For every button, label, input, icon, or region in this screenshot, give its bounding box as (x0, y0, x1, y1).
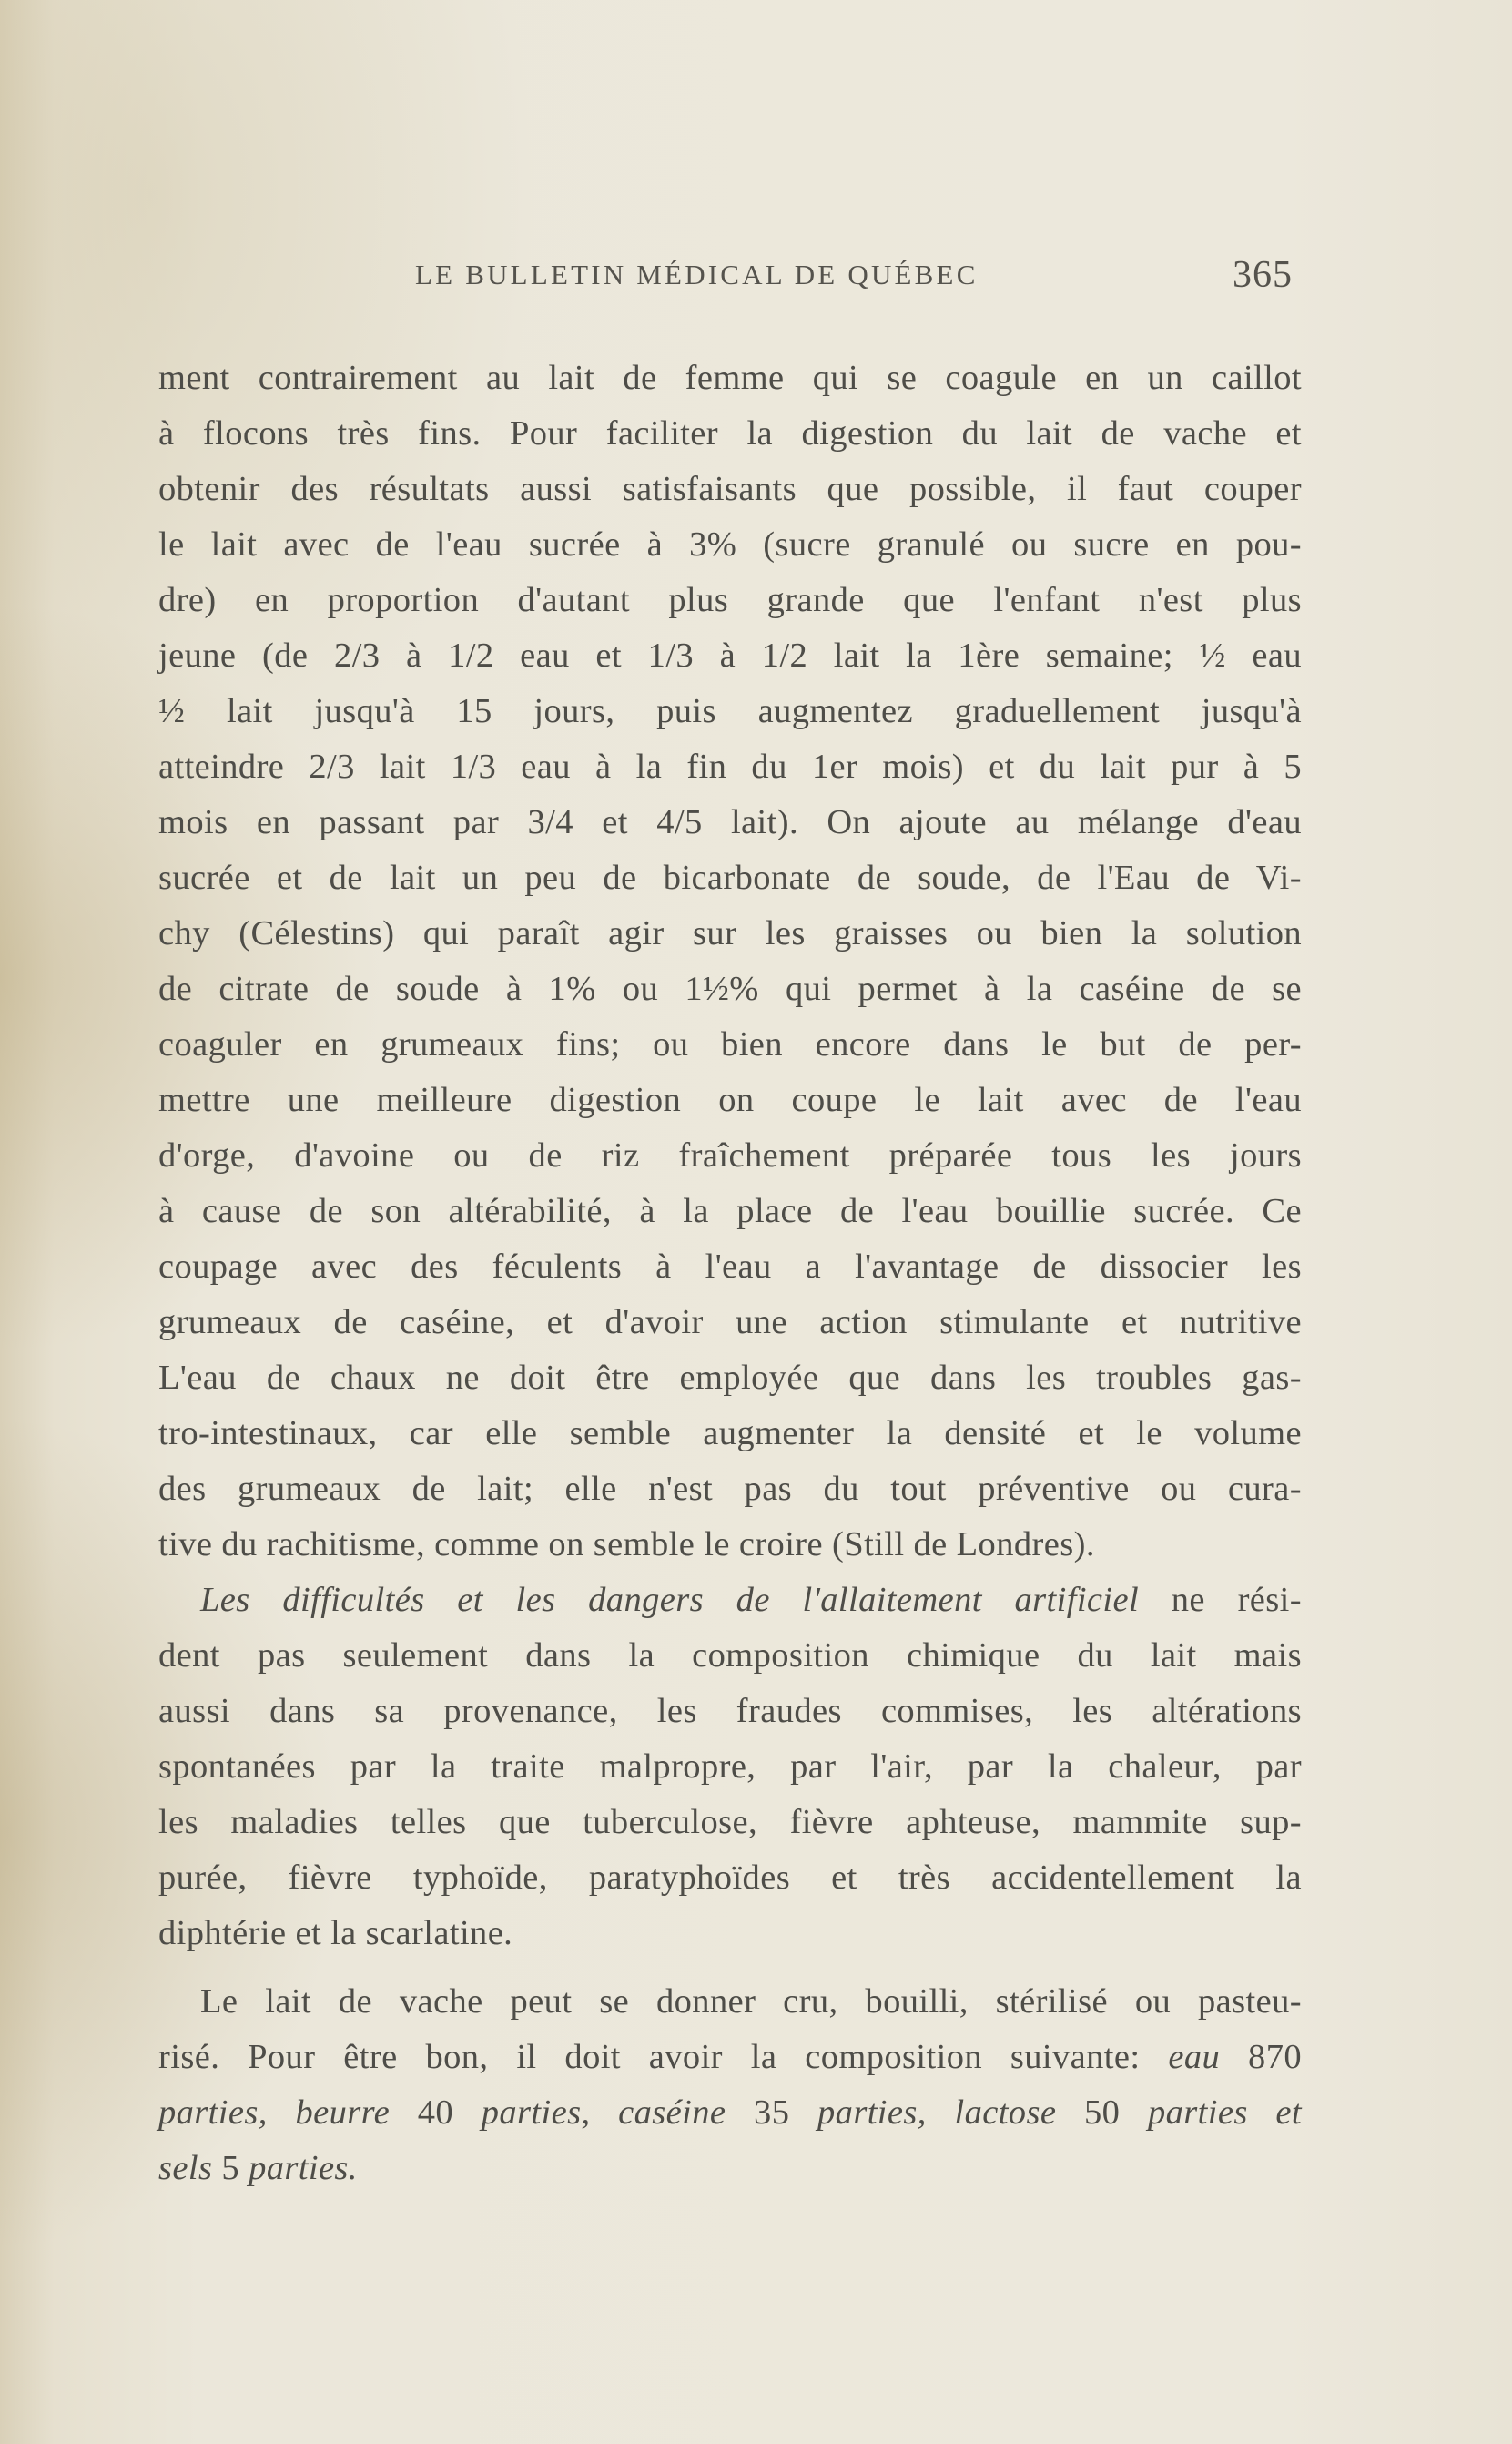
text-line: L'eau de chaux ne doit être employée que dans les troubles gas- (158, 1359, 1302, 1397)
text-run: 35 (726, 2093, 818, 2132)
text-line: dent pas seulement dans la composition chimique du lait mais (158, 1636, 1302, 1675)
text-line: purée, fièvre typhoïde, paratyphoïdes et très accidentellement la (158, 1858, 1302, 1897)
text-line: atteindre 2/3 lait 1/3 eau à la fin du 1er mois) et du lait pur à 5 (158, 748, 1302, 786)
running-title: LE BULLETIN MÉDICAL DE QUÉBEC (415, 259, 979, 290)
text-run: risé. Pour être bon, il doit avoir la composition suivante: (158, 2038, 1169, 2076)
text-run: 40 (390, 2093, 482, 2132)
text-line: mois en passant par 3/4 et 4/5 lait). On ajoute au mélange d'eau (158, 803, 1302, 841)
text-line (158, 1573, 1302, 1628)
text-run: 5 (212, 2149, 249, 2187)
text-line: tro-intestinaux, car elle semble augmenter la densité et le volume (158, 1414, 1302, 1452)
text-line: dre) en proportion d'autant plus grande que l'enfant n'est plus (158, 581, 1302, 619)
text-line: grumeaux de caséine, et d'avoir une action stimulante et nutritive (158, 1303, 1302, 1341)
text-line: coupage avec des féculents à l'eau a l'avantage de dissocier les (158, 1247, 1302, 1286)
text-line: sucrée et de lait un peu de bicarbonate de soude, de l'Eau de Vi- (158, 859, 1302, 897)
body-text (158, 351, 1302, 2196)
text-line (158, 2141, 1302, 2196)
text-line: jeune (de 2/3 à 1/2 eau et 1/3 à 1/2 lait la 1ère semaine; ½ eau (158, 636, 1302, 675)
text-line: spontanées par la traite malpropre, par l'air, par la chaleur, par (158, 1747, 1302, 1786)
text-line (158, 2030, 1302, 2085)
paragraph-2 (158, 1573, 1302, 1961)
text-line: chy (Célestins) qui paraît agir sur les graisses ou bien la solution (158, 914, 1302, 952)
text-line: ½ lait jusqu'à 15 jours, puis augmentez graduellement jusqu'à (158, 692, 1302, 730)
page-header (0, 253, 1512, 299)
lead-rest: ne rési- (1139, 1581, 1302, 1619)
paragraph-gap (158, 1961, 1302, 1974)
text-run: 50 (1056, 2093, 1148, 2132)
text-line: d'orge, d'avoine ou de riz fraîchement préparée tous les jours (158, 1136, 1302, 1175)
text-line: à cause de son altérabilité, à la place de l'eau bouillie sucrée. Ce (158, 1192, 1302, 1230)
text-line: aussi dans sa provenance, les fraudes commises, les altérations (158, 1692, 1302, 1730)
text-line: Le lait de vache peut se donner cru, bouilli, stérilisé ou pasteu- (200, 1982, 1302, 2021)
italic-run: parties, lactose (817, 2093, 1057, 2132)
italic-run: eau (1168, 2038, 1221, 2076)
italic-run: parties, caséine (481, 2093, 726, 2132)
text-line: des grumeaux de lait; elle n'est pas du tout préventive ou cura- (158, 1470, 1302, 1508)
page-number: 365 (1233, 254, 1293, 296)
text-line: les maladies telles que tuberculose, fièvre aphteuse, mammite sup- (158, 1803, 1302, 1841)
text-line: mettre une meilleure digestion on coupe le lait avec de l'eau (158, 1081, 1302, 1119)
italic-run: parties. (249, 2149, 358, 2187)
text-line: tive du rachitisme, comme on semble le croire (Still de Londres). (158, 1525, 1095, 1563)
italic-lead: Les difficultés et les dangers de l'allaitement artificiel (200, 1581, 1140, 1619)
text-line (158, 2085, 1302, 2141)
italic-run: sels (158, 2149, 213, 2187)
text-line: le lait avec de l'eau sucrée à 3% (sucre granulé ou sucre en pou- (158, 525, 1302, 564)
italic-run: parties et (1147, 2093, 1302, 2132)
text-run: 870 (1220, 2038, 1303, 2076)
text-line: obtenir des résultats aussi satisfaisants que possible, il faut couper (158, 470, 1302, 508)
paragraph-1 (158, 351, 1302, 1573)
italic-run: parties, beurre (158, 2093, 391, 2132)
text-line: diphtérie et la scarlatine. (158, 1914, 513, 1952)
text-line: à flocons très fins. Pour faciliter la digestion du lait de vache et (158, 414, 1302, 453)
text-line: de citrate de soude à 1% ou 1½% qui permet à la caséine de se (158, 970, 1302, 1008)
paragraph-3 (158, 1974, 1302, 2196)
text-line: coaguler en grumeaux fins; ou bien encore dans le but de per- (158, 1025, 1302, 1064)
text-line: ment contrairement au lait de femme qui se coagule en un caillot (158, 359, 1302, 397)
